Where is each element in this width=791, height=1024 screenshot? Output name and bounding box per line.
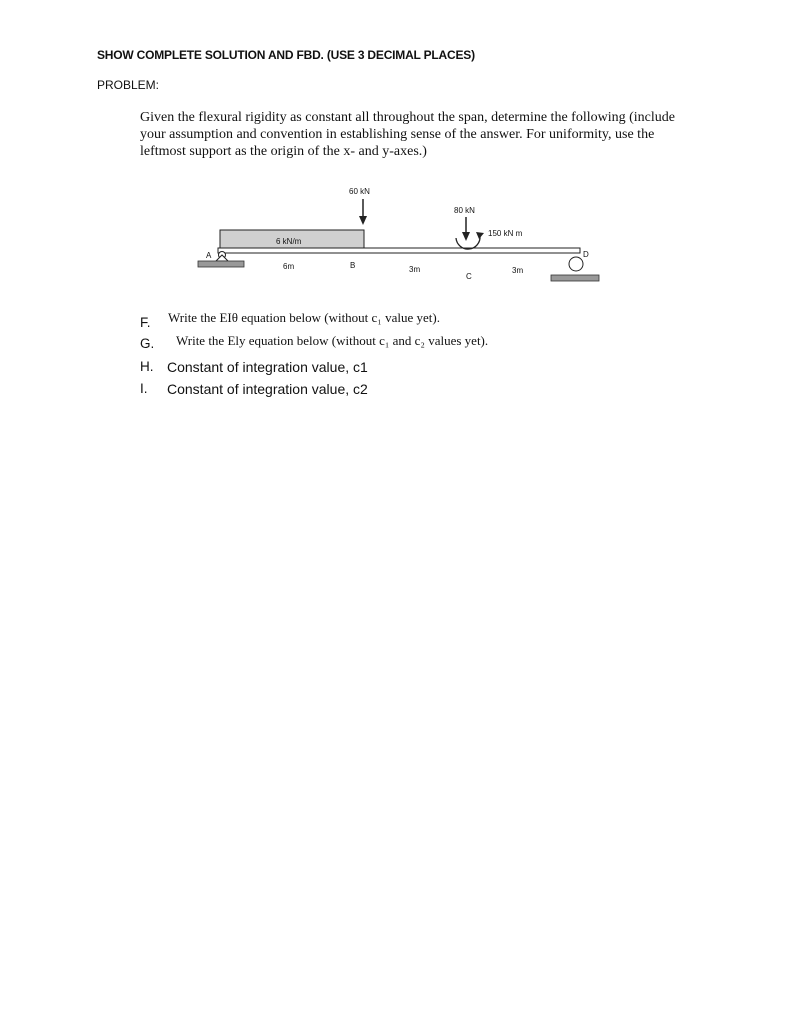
moment-c-arc xyxy=(456,232,484,249)
pin-support-a xyxy=(198,252,244,268)
label-c: C xyxy=(466,272,472,281)
problem-label: PROBLEM: xyxy=(97,78,160,92)
roller-support-d xyxy=(551,257,599,281)
question-letter: G. xyxy=(140,336,155,351)
question-letter: I. xyxy=(140,381,148,396)
span-cd-label: 3m xyxy=(512,266,524,275)
question-letter: F. xyxy=(140,315,151,330)
question-letter: H. xyxy=(140,359,154,374)
span-bc-label: 3m xyxy=(409,265,421,274)
question-text: Write the EIθ equation below (without c₁ value yet). xyxy=(168,310,440,325)
point-load-b-arrow xyxy=(359,199,367,225)
question-text: Write the Ely equation below (without c₁ and c₂ values yet). xyxy=(176,333,489,348)
instruction-heading: SHOW COMPLETE SOLUTION AND FBD. (USE 3 DECIMAL PLACES) xyxy=(97,48,475,62)
label-a: A xyxy=(206,251,212,260)
question-text: Constant of integration value, c1 xyxy=(167,359,368,375)
distributed-load-label: 6 kN/m xyxy=(276,237,302,246)
question-text: Constant of integration value, c2 xyxy=(167,381,368,397)
problem-statement: Given the flexural rigidity as constant all throughout the span, determine the following (include your assumption and convention in establishing sense of the answer. For uniformity, use the leftmost support as the origin of the x- and y-axes.) xyxy=(140,110,675,159)
label-d: D xyxy=(583,250,589,259)
label-b: B xyxy=(350,261,356,270)
span-ab-label: 6m xyxy=(283,262,295,271)
beam-diagram xyxy=(190,182,610,297)
load-80kn-label: 80 kN xyxy=(454,206,475,215)
point-load-c-arrow xyxy=(462,217,470,241)
load-60kn-label: 60 kN xyxy=(349,187,370,196)
beam xyxy=(218,248,580,253)
moment-label: 150 kN m xyxy=(488,229,523,238)
